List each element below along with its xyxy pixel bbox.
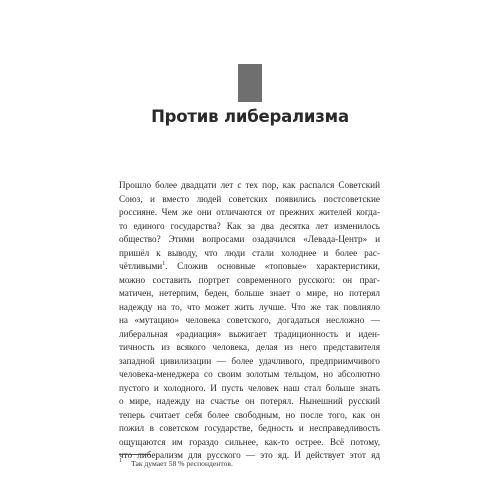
body-line: что либерализм для русского — это яд. И действует этот яд bbox=[119, 450, 380, 460]
body-line: о мире, надежду на счастье он потерял. Нынешний русский bbox=[119, 396, 380, 406]
body-line: общество? Этими вопросами озадачился «Левада-Центр» и bbox=[119, 234, 380, 244]
body-line: Прошло более двадцати лет с тех пор, как распался Советский bbox=[119, 180, 380, 190]
body-line: теперь считает себя более свободным, но после того, как он bbox=[119, 409, 380, 420]
body-line: тичность из всякого человека, делая из него представителя bbox=[119, 342, 380, 352]
body-line: россияне. Чем же они отличаются от прежних жителей когда- bbox=[119, 207, 380, 217]
body-line: либеральная «радиация» выжигает традиционность и иден- bbox=[119, 328, 380, 339]
footnote-text: Так думает 58 % респондентов. bbox=[131, 459, 233, 468]
body-line: ощущаются им гораздо сильнее, как-то острее. Всё потому, bbox=[119, 436, 380, 447]
body-line: матичен, нетерпим, беден, больше знает о мире, но потерял bbox=[119, 288, 380, 298]
chapter-title: Против либерализма bbox=[151, 107, 349, 126]
body-line: человека-менеджера со своим золотым тельцом, но абсолютно bbox=[119, 369, 380, 379]
body-text bbox=[119, 179, 380, 463]
body-line: Союз, и вместо людей советских появились постсоветские bbox=[119, 193, 380, 204]
chapter-numeral-mark bbox=[238, 64, 262, 102]
body-line: можно составить портрет современного русского: он праг- bbox=[119, 274, 380, 285]
body-line-end: . Сложив основные «топовые» характеристики, bbox=[165, 261, 380, 271]
footnote-reference[interactable]: 1 bbox=[162, 260, 166, 267]
body-line: пустого и холодного. И пусть человек наш стал больше знать bbox=[119, 382, 380, 393]
footnote-divider bbox=[119, 454, 151, 455]
body-line-with-footnote-ref bbox=[119, 260, 380, 274]
body-line: пожил в советском государстве, бедность и несправедливость bbox=[119, 423, 380, 433]
body-line: западной цивилизации — более удачливого, предприимчивого bbox=[119, 355, 380, 366]
body-line: пришёл к выводу, что люди стали холоднее и более рас- bbox=[119, 247, 380, 258]
footnote: 1 Так думает 58 % респондентов. bbox=[119, 458, 233, 468]
body-line: то единого государства? Как за два десятка лет изменилось bbox=[119, 220, 380, 231]
body-line: надежду на то, что может жить лучше. Что же так повлияло bbox=[119, 301, 380, 312]
body-line-start: чётливыми bbox=[119, 261, 163, 271]
body-line: на «мутацию» человека советского, догадаться несложно — bbox=[119, 315, 380, 325]
